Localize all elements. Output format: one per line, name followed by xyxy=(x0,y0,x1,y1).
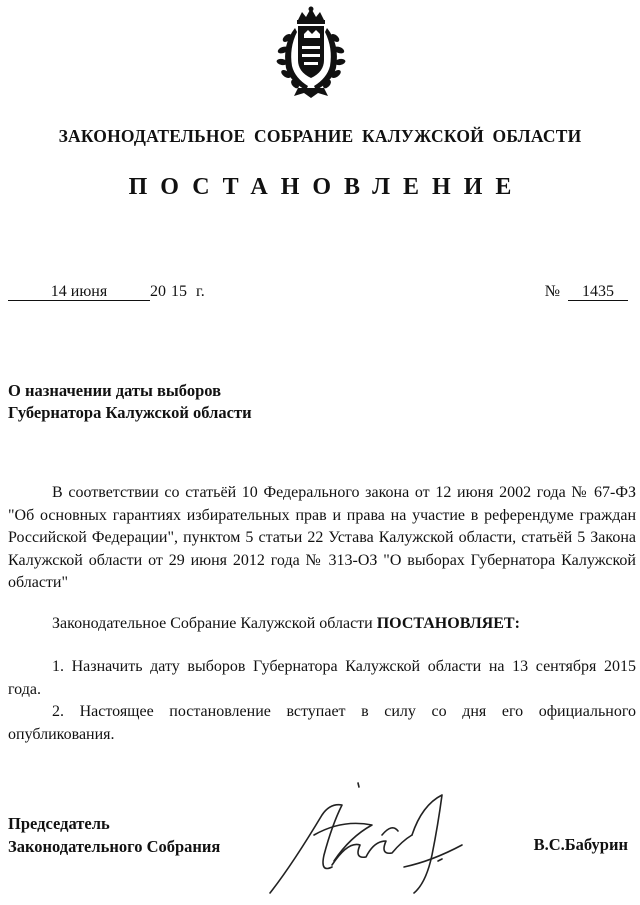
document-date xyxy=(8,283,205,301)
document-type-title: ПОСТАНОВЛЕНИЕ xyxy=(128,174,525,200)
signer-name: В.С.Бабурин xyxy=(533,835,628,854)
year-suffix: 15 xyxy=(171,283,187,300)
document-number xyxy=(545,283,628,301)
document-subject xyxy=(8,380,252,424)
signer-title-line-2: Законодательного Собрания xyxy=(8,837,221,856)
signer-title xyxy=(8,812,220,858)
handwritten-signature xyxy=(262,775,492,900)
preamble-paragraph: В соответствии со статьёй 10 Федерального закона от 12 июня 2002 года № 67-ФЗ "Об основных гарантиях избирательных прав и права на участие в референдуме граждан Российской Федерации", пунктом 5 статьи 22 Устава Калужской области, статьёй 5 Закона Калужской области от 29 июня 2012 года № 313-ОЗ "О выборах Губернатора Калужской области" xyxy=(8,484,636,591)
item-1: 1. Назначить дату выборов Губернатора Калужской области на 13 сентября 2015 года. xyxy=(8,658,636,698)
number-value: 1435 xyxy=(568,283,628,301)
coat-of-arms-icon xyxy=(268,6,354,102)
number-sign: № xyxy=(544,283,560,300)
subject-line-1: О назначении даты выборов xyxy=(8,381,222,400)
resolves-word: ПОСТАНОВЛЯЕТ: xyxy=(376,615,520,632)
organization-title: ЗАКОНОДАТЕЛЬНОЕ СОБРАНИЕ КАЛУЖСКОЙ ОБЛАСТИ xyxy=(58,126,582,146)
item-2: 2. Настоящее постановление вступает в силу со дня его официального опубликования. xyxy=(8,703,636,743)
year-mark: г. xyxy=(196,283,205,300)
year-prefix: 20 xyxy=(150,283,166,300)
signer-title-line-1: Председатель xyxy=(8,814,110,833)
subject-line-2: Губернатора Калужской области xyxy=(8,403,252,422)
date-day-month: 14 июня xyxy=(8,283,150,301)
resolves-intro: Законодательное Собрание Калужской области xyxy=(52,615,373,632)
resolves-paragraph xyxy=(8,613,636,636)
